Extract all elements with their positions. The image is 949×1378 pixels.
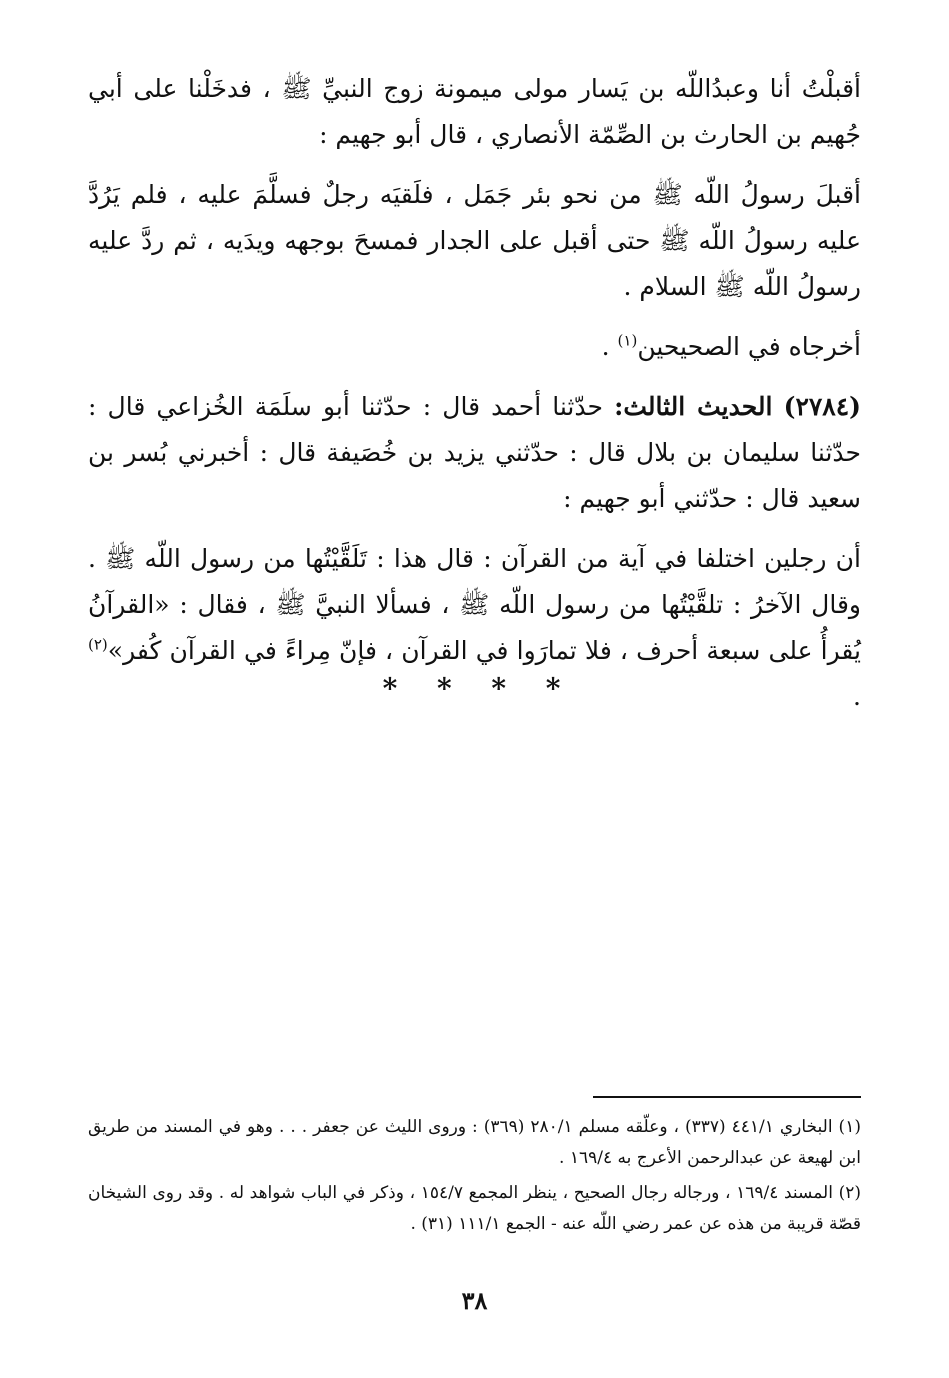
paragraph-narration-intro: أقبلْتُ أنا وعبدُاللّه بن يَسار مولى ميمونة زوج النبيِّ ﷺ ، فدخَلْنا على أبي جُهيم بن الحارث بن الصِّمّة الأنصاري ، قال أبو جهيم : — [88, 74, 861, 149]
citation-end: . — [601, 332, 618, 361]
footnote-divider — [593, 1096, 861, 1098]
hadith-number: (٢٧٨٤) — [783, 392, 861, 421]
footnotes — [88, 1112, 861, 1244]
paragraph-citation — [88, 324, 861, 370]
citation-text: أخرجاه في الصحيحين — [637, 332, 861, 361]
footnote-2: (٢) المسند ١٦٩/٤ ، ورجاله رجال الصحيح ، ينظر المجمع ١٥٤/٧ ، وذكر في الباب شواهد له . وقد روى الشيخان قصّة قريبة من هذه عن عمر رضي اللّه عنه - الجمع ١١١/١ (٣١) . — [88, 1183, 861, 1234]
page-number: ٣٨ — [461, 1286, 488, 1315]
section-separator: * * * * — [382, 672, 567, 705]
hadith-matn: أن رجلين اختلفا في آية من القرآن : قال هذا : تَلَقَّيْتُها من رسول اللّه ﷺ . وقال الآخرُ : تلقَّيْتُها من رسول اللّه ﷺ ، فسألا النبيَّ ﷺ ، فقال : «القرآنُ يُقرأُ على سبعة أحرف ، فلا تمارَوا في القرآن ، فإنّ مِراءً في القرآن كُفر» — [88, 544, 861, 665]
matn-end: . — [853, 682, 861, 711]
footnote-ref-1[interactable]: (١) — [617, 331, 638, 350]
main-text — [88, 66, 861, 720]
paragraph-narration-body: أقبلَ رسولُ اللّه ﷺ من نحو بئر جَمَل ، فلَقيَه رجلٌ فسلَّمَ عليه ، فلم يَرُدَّ عليه رسولُ اللّه ﷺ حتى أقبل على الجدار فمسحَ بوجهه ويدَيه ، ثم ردَّ عليه رسولُ اللّه ﷺ السلام . — [88, 180, 861, 301]
hadith-title: الحديث الثالث: — [614, 392, 773, 421]
footnote-1: (١) البخاري ٤٤١/١ (٣٣٧) ، وعلّقه مسلم ٢٨٠/١ (٣٦٩) : وروى الليث عن جعفر . . . وهو في المسند من طريق ابن لهيعة عن عبدالرحمن الأعرج به ١٦٩/٤ . — [88, 1117, 861, 1168]
paragraph-hadith-isnad — [88, 384, 861, 522]
footnote-ref-2[interactable]: (٢) — [88, 635, 108, 654]
hadith-isnad: حدّثنا أحمد قال : حدّثنا أبو سلَمَة الخُزاعي قال : حدّثنا سليمان بن بلال قال : حدّثني يزيد بن خُصَيفة قال : أخبرني بُسر بن سعيد قال : حدّثني أبو جهيم : — [88, 392, 861, 513]
